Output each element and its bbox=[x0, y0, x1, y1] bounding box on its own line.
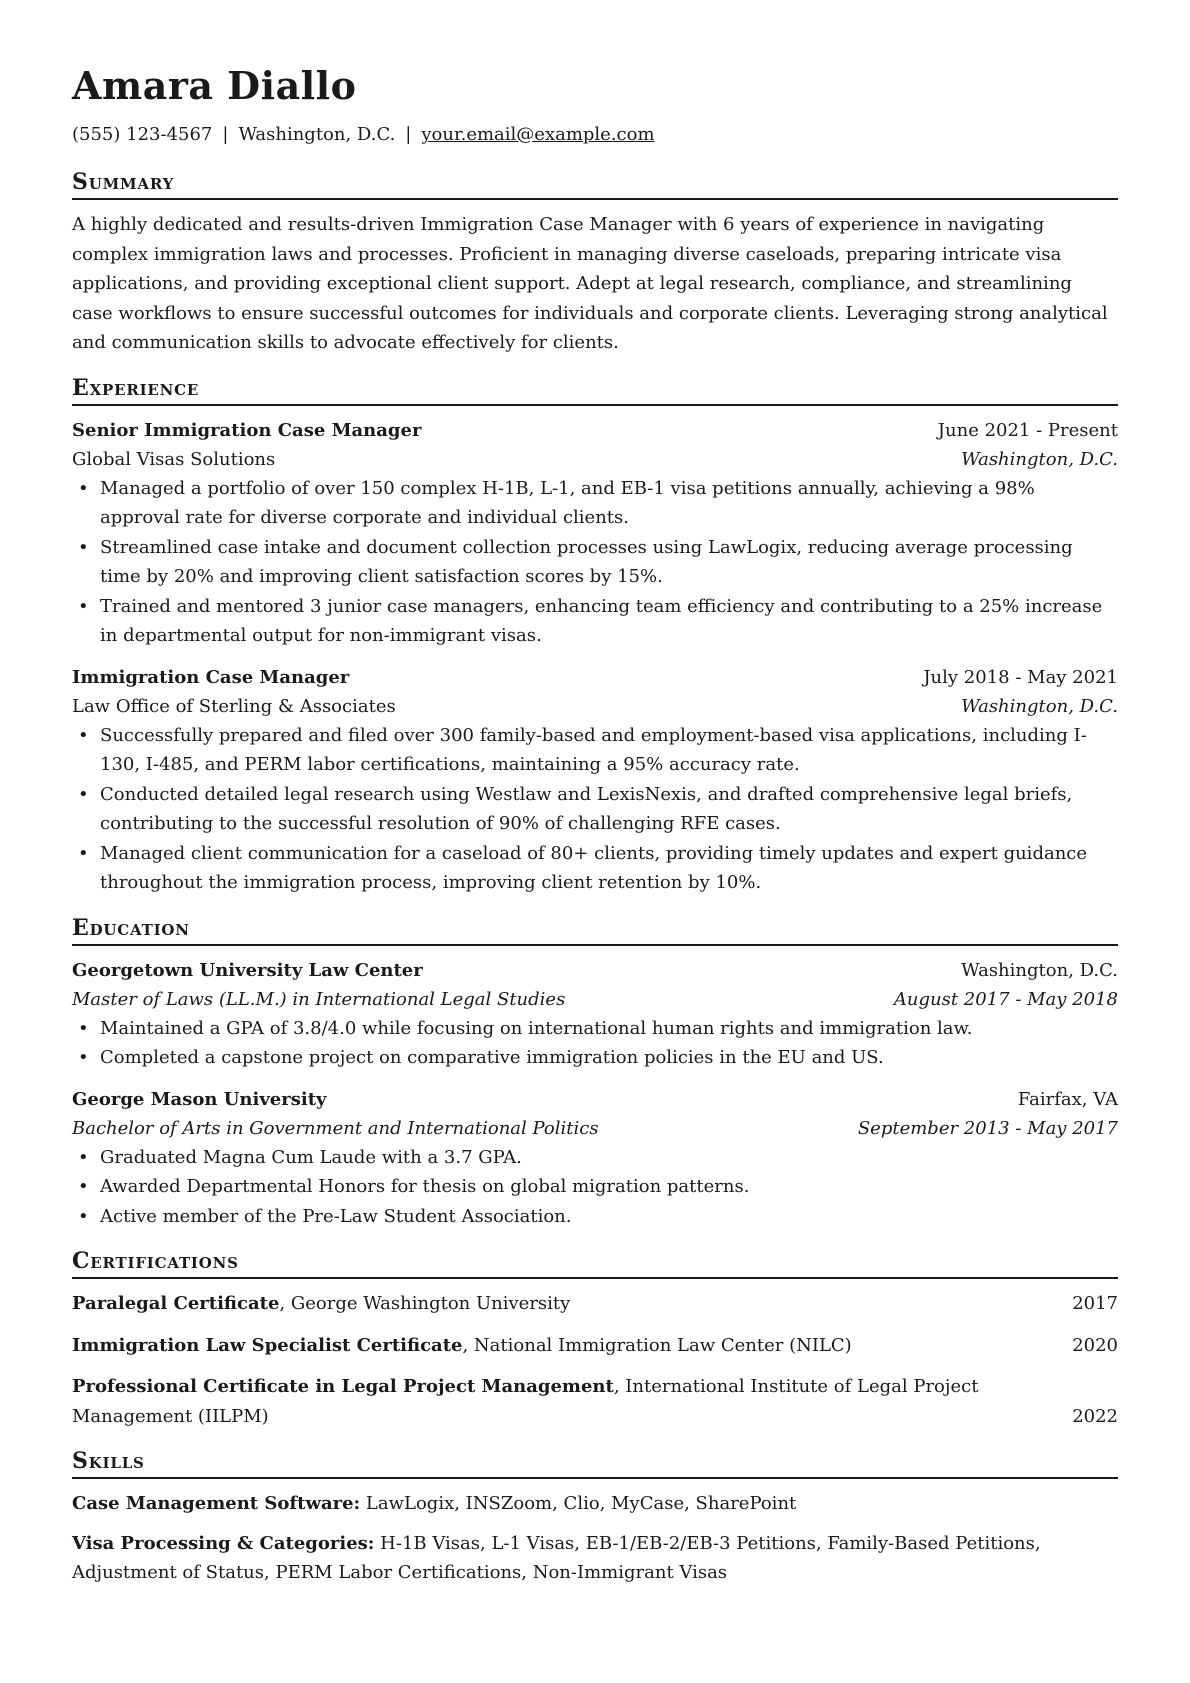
certification-item bbox=[72, 1289, 1118, 1319]
skills-section bbox=[72, 1447, 1118, 1588]
certification-name: Immigration Law Specialist Certificate bbox=[72, 1334, 463, 1356]
certification-year: 2017 bbox=[1072, 1293, 1118, 1314]
job-location: Washington, D.C. bbox=[961, 448, 1118, 470]
contact-line bbox=[72, 122, 1118, 148]
job-dates: June 2021 - Present bbox=[937, 419, 1118, 441]
job-company: Global Visas Solutions bbox=[72, 448, 276, 470]
certification-issuer: , George Washington University bbox=[279, 1293, 571, 1314]
certification-issuer: , International Institute of Legal Project Management (IILPM) bbox=[72, 1376, 979, 1427]
job-dates: July 2018 - May 2021 bbox=[923, 666, 1118, 688]
school-name: George Mason University bbox=[72, 1088, 327, 1110]
school-name: Georgetown University Law Center bbox=[72, 959, 423, 981]
contact-separator: | bbox=[222, 124, 229, 145]
certification-issuer: , National Immigration Law Center (NILC) bbox=[462, 1334, 852, 1356]
skill-item bbox=[72, 1529, 1118, 1588]
certification-item bbox=[72, 1331, 1118, 1361]
section-title-summary: Summary bbox=[72, 168, 1118, 200]
certification-name: Paralegal Certificate bbox=[72, 1293, 280, 1314]
summary-text: A highly dedicated and results-driven Immigration Case Manager with 6 years of experience in navigating complex immigration laws and processes. Proficient in managing diverse caseloads, preparing intricate visa applications, and providing exceptional client support. Adept at legal research, compliance, and streamlining case workflows to ensure successful outcomes for individuals and corporate clients. Leveraging strong analytical and communication skills to advocate effectively for clients. bbox=[72, 214, 1108, 353]
skill-value: LawLogix, INSZoom, Clio, MyCase, SharePoint bbox=[360, 1493, 797, 1514]
email-link[interactable]: your.email@example.com bbox=[421, 124, 655, 145]
education-dates: September 2013 - May 2017 bbox=[857, 1117, 1118, 1139]
certification-name: Professional Certificate in Legal Project Management bbox=[72, 1376, 614, 1397]
job-entry bbox=[72, 416, 1118, 651]
list-item: • Managed client communication for a caseload of 80+ clients, providing timely updates and expert guidance throughout the immigration process, improving client retention by 10%. bbox=[100, 839, 1118, 898]
list-item: • Trained and mentored 3 junior case managers, enhancing team efficiency and contributing to a 25% increase in departmental output for non-immigrant visas. bbox=[100, 592, 1118, 651]
job-role: Senior Immigration Case Manager bbox=[72, 419, 422, 441]
section-title-experience: Experience bbox=[72, 374, 1118, 406]
certification-year: 2020 bbox=[1072, 1334, 1118, 1356]
job-bullets bbox=[72, 721, 1118, 898]
experience-section bbox=[72, 374, 1118, 898]
section-title-skills: Skills bbox=[72, 1447, 1118, 1479]
skill-value: H-1B Visas, L-1 Visas, EB-1/EB-2/EB-3 Petitions, Family-Based Petitions, Adjustment of Status, PERM Labor Certifications, Non-Immigrant Visas bbox=[72, 1532, 1041, 1583]
education-bullets bbox=[72, 1143, 1118, 1232]
job-role: Immigration Case Manager bbox=[72, 666, 350, 688]
education-section bbox=[72, 914, 1118, 1232]
candidate-name: Amara Diallo bbox=[72, 63, 357, 108]
contact-separator: | bbox=[405, 124, 412, 145]
list-item: • Completed a capstone project on comparative immigration policies in the EU and US. bbox=[100, 1043, 1118, 1073]
certification-item bbox=[72, 1372, 1118, 1431]
education-entry bbox=[72, 1085, 1118, 1232]
list-item: • Awarded Departmental Honors for thesis on global migration patterns. bbox=[100, 1172, 1118, 1202]
list-item: • Conducted detailed legal research using Westlaw and LexisNexis, and drafted comprehensive legal briefs, contributing to the successful resolution of 90% of challenging RFE cases. bbox=[100, 780, 1118, 839]
degree: Master of Laws (LL.M.) in International Legal Studies bbox=[72, 988, 566, 1010]
list-item: • Managed a portfolio of over 150 complex H-1B, L-1, and EB-1 visa petitions annually, achieving a 98% approval rate for diverse corporate and individual clients. bbox=[100, 474, 1118, 533]
school-location: Fairfax, VA bbox=[1017, 1088, 1118, 1110]
list-item: • Active member of the Pre-Law Student Association. bbox=[100, 1202, 1118, 1232]
degree: Bachelor of Arts in Government and International Politics bbox=[72, 1117, 599, 1139]
section-title-education: Education bbox=[72, 914, 1118, 946]
education-dates: August 2017 - May 2018 bbox=[893, 988, 1118, 1010]
section-title-certifications: Certifications bbox=[72, 1247, 1118, 1279]
summary-section bbox=[72, 168, 1118, 358]
skill-label: Visa Processing & Categories: bbox=[72, 1532, 375, 1554]
location: Washington, D.C. bbox=[238, 124, 396, 145]
skill-label: Case Management Software: bbox=[72, 1493, 361, 1514]
skill-item bbox=[72, 1489, 1118, 1519]
list-item: • Streamlined case intake and document collection processes using LawLogix, reducing average processing time by 20% and improving client satisfaction scores by 15%. bbox=[100, 533, 1118, 592]
certifications-section bbox=[72, 1247, 1118, 1431]
job-company: Law Office of Sterling & Associates bbox=[72, 695, 396, 717]
education-entry bbox=[72, 956, 1118, 1073]
list-item: • Maintained a GPA of 3.8/4.0 while focusing on international human rights and immigration law. bbox=[100, 1014, 1118, 1044]
job-entry bbox=[72, 663, 1118, 898]
job-bullets bbox=[72, 474, 1118, 651]
list-item: • Graduated Magna Cum Laude with a 3.7 GPA. bbox=[100, 1143, 1118, 1173]
job-location: Washington, D.C. bbox=[961, 695, 1118, 717]
certification-year: 2022 bbox=[1072, 1405, 1118, 1427]
phone-number: (555) 123-4567 bbox=[72, 124, 213, 145]
school-location: Washington, D.C. bbox=[961, 959, 1118, 981]
education-bullets bbox=[72, 1014, 1118, 1073]
list-item: • Successfully prepared and filed over 300 family-based and employment-based visa applications, including I-130, I-485, and PERM labor certifications, maintaining a 95% accuracy rate. bbox=[100, 721, 1118, 780]
